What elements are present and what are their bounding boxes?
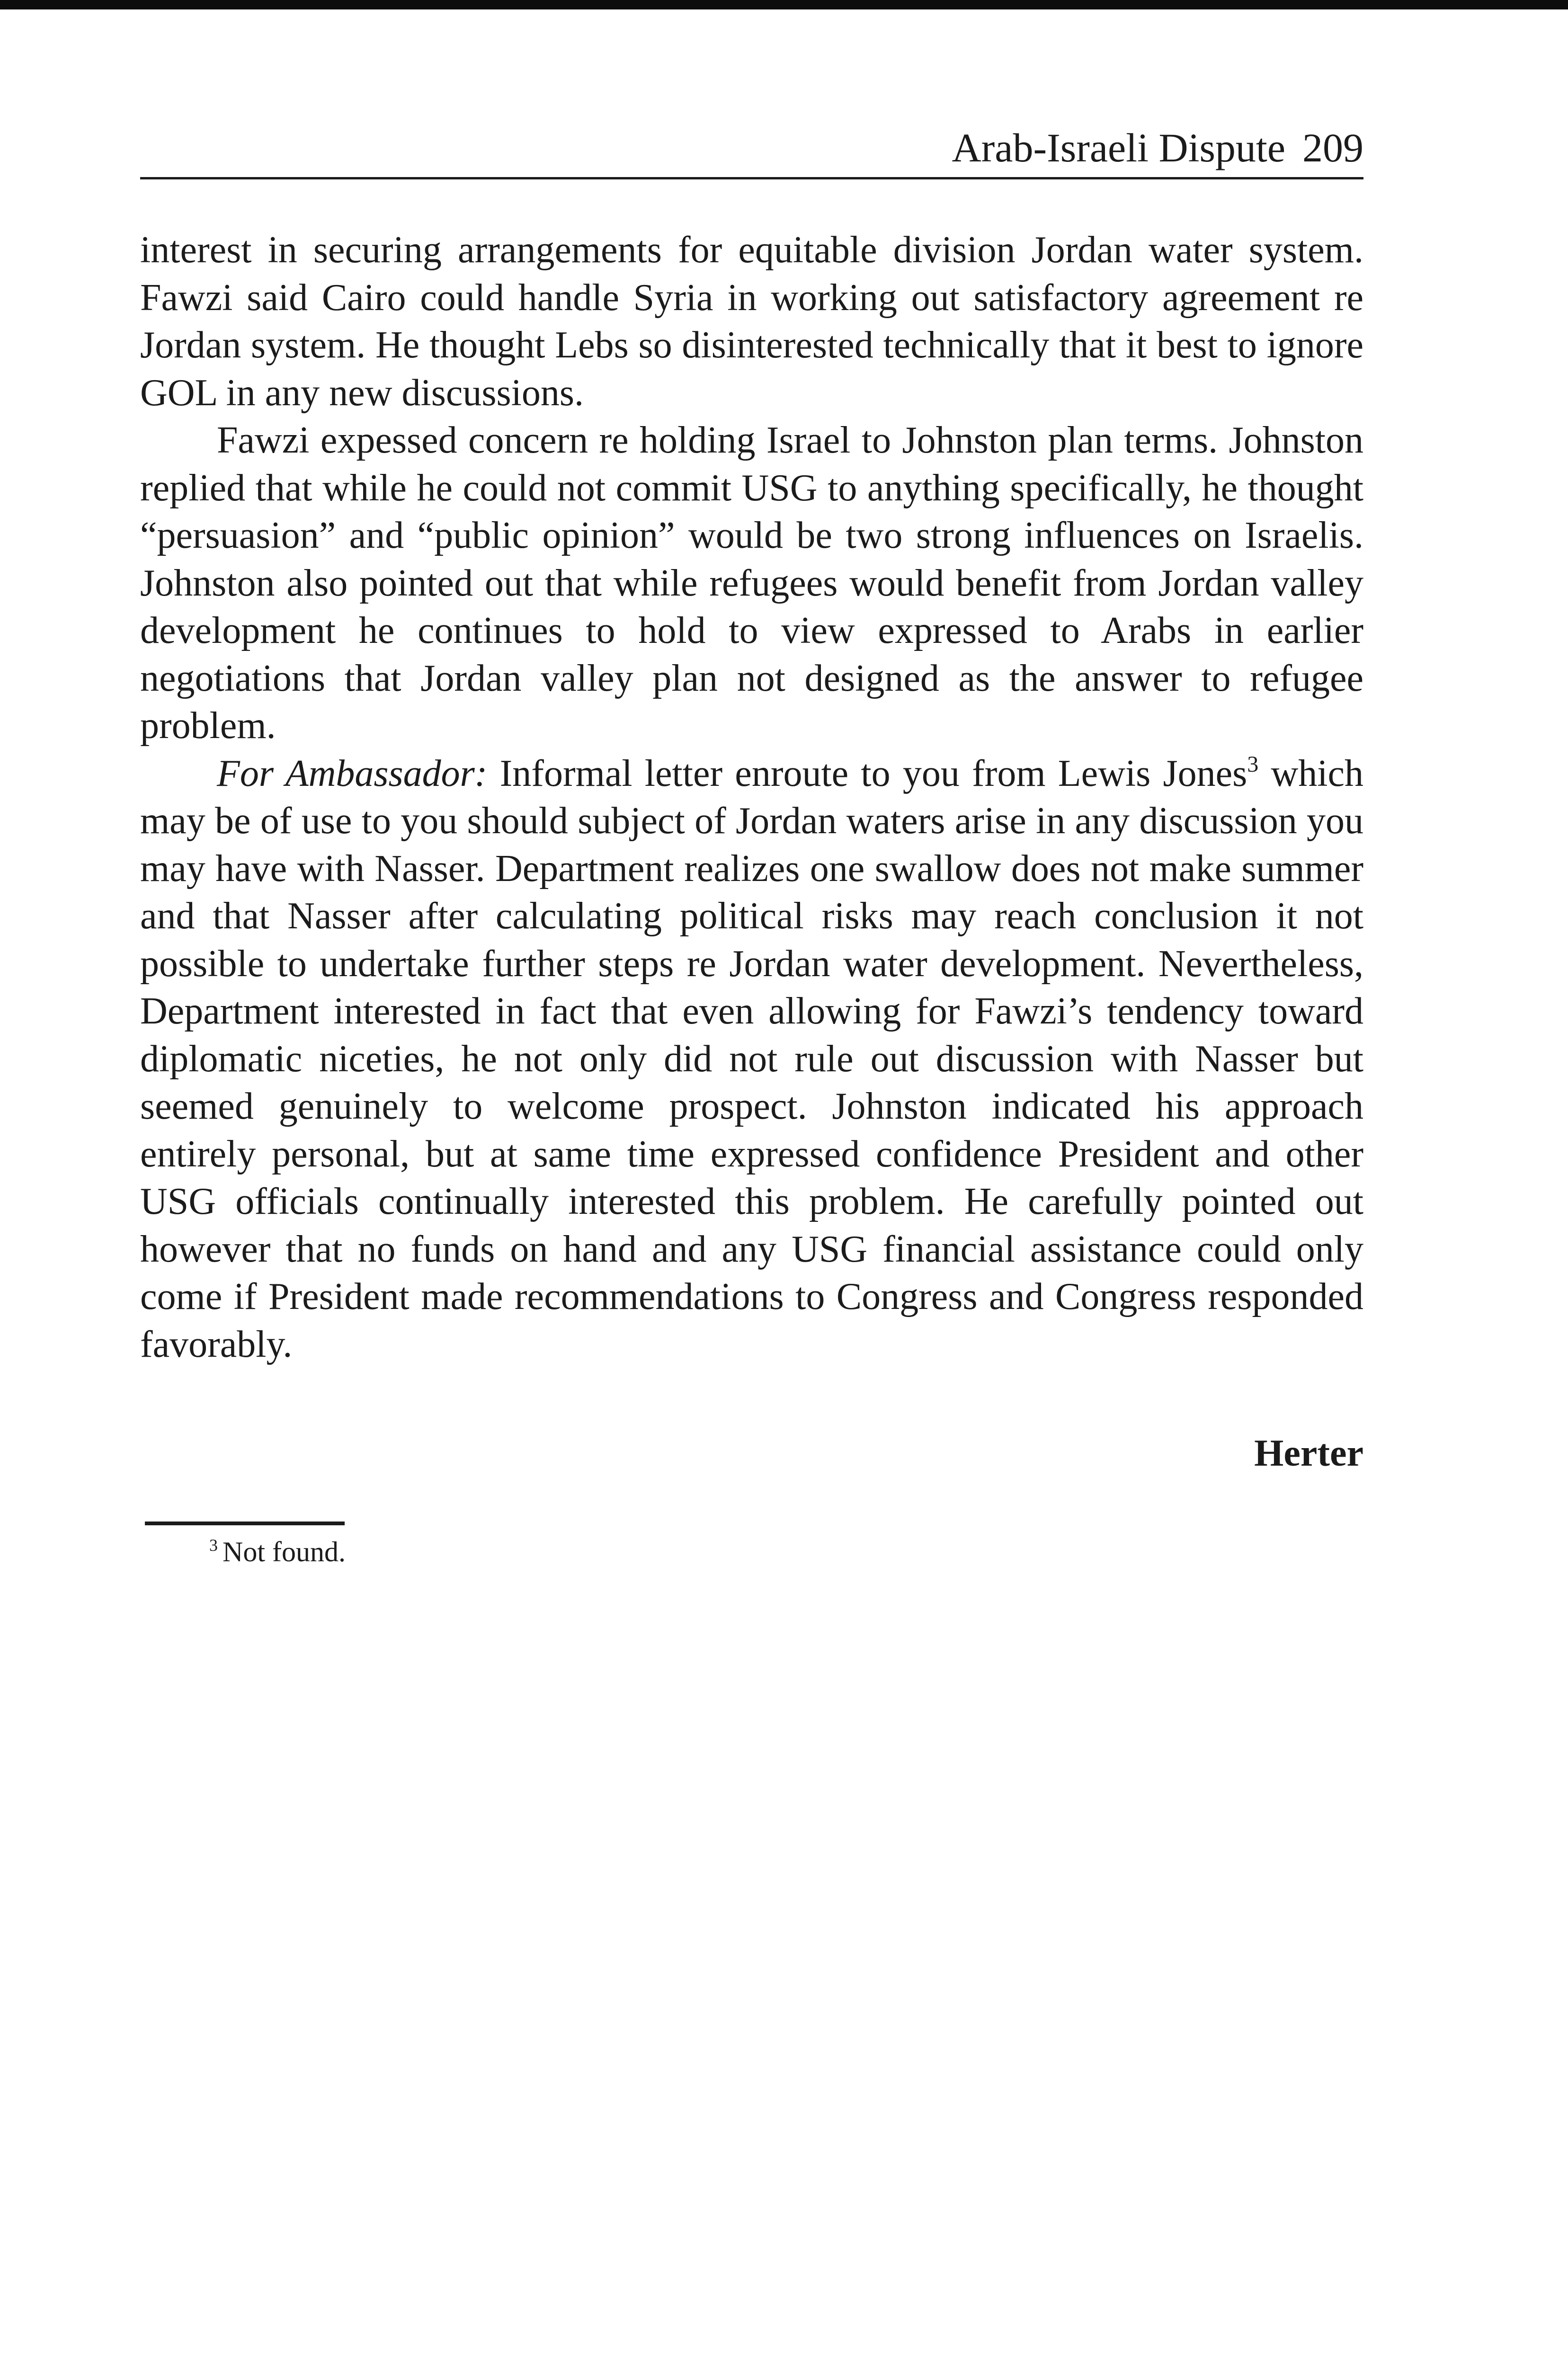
- footnote-text: Not found.: [223, 1536, 346, 1567]
- page-number: 209: [1302, 125, 1363, 170]
- paragraph-text: which may be of use to you should subject of Jordan waters arise in any discussion you may have with Nasser. Department realizes one swallow does not make summer and that Nasser after calculating political risks may reach conclusion it not possible to undertake further steps re Jordan water development. Nevertheless, Department interested in fact that even allowing for Fawzi’s tendency toward diplomatic niceties, he not only did not rule out discussion with Nasser but seemed genuinely to welcome prospect. Johnston indicated his approach entirely personal, but at same time expressed confidence President and other USG officials continually interested this problem. He carefully pointed out however that no funds on hand and any USG financial assistance could only come if President made recommendations to Congress and Congress responded favorably.: [140, 752, 1364, 1365]
- running-header: [952, 124, 1363, 171]
- footnote: [209, 1533, 346, 1571]
- ambassador-lead: For Ambassador:: [217, 752, 488, 794]
- footnote-marker: 3: [209, 1536, 218, 1555]
- paragraph-text: Informal letter enroute to you from Lewis Jones: [487, 752, 1247, 794]
- body-text: [140, 226, 1363, 1368]
- scan-top-edge: [0, 0, 1568, 9]
- paragraph-continued: interest in securing arrangements for equitable division Jordan water system. Fawzi said Cairo could handle Syria in working out satisfactory agreement re Jordan system. He thought Lebs so disinterested technically that it best to ignore GOL in any new discussions.: [140, 229, 1363, 414]
- running-title: Arab-Israeli Dispute: [952, 125, 1285, 170]
- footnote-rule: [145, 1522, 345, 1525]
- paragraph-for-ambassador: [140, 750, 1363, 1369]
- footnote-reference: 3: [1247, 751, 1259, 777]
- paragraph-johnston-plan: Fawzi expessed concern re holding Israel to Johnston plan terms. Johnston replied that while he could not commit USG to anything specifically, he thought “persuasion” and “public opinion” would be two strong influences on Israelis. Johnston also pointed out that while refugees would benefit from Jordan valley development he continues to hold to view expressed to Arabs in earlier negotiations that Jordan valley plan not designed as the answer to refugee problem.: [140, 419, 1363, 747]
- header-rule: [140, 177, 1363, 179]
- signature: Herter: [1254, 1433, 1363, 1474]
